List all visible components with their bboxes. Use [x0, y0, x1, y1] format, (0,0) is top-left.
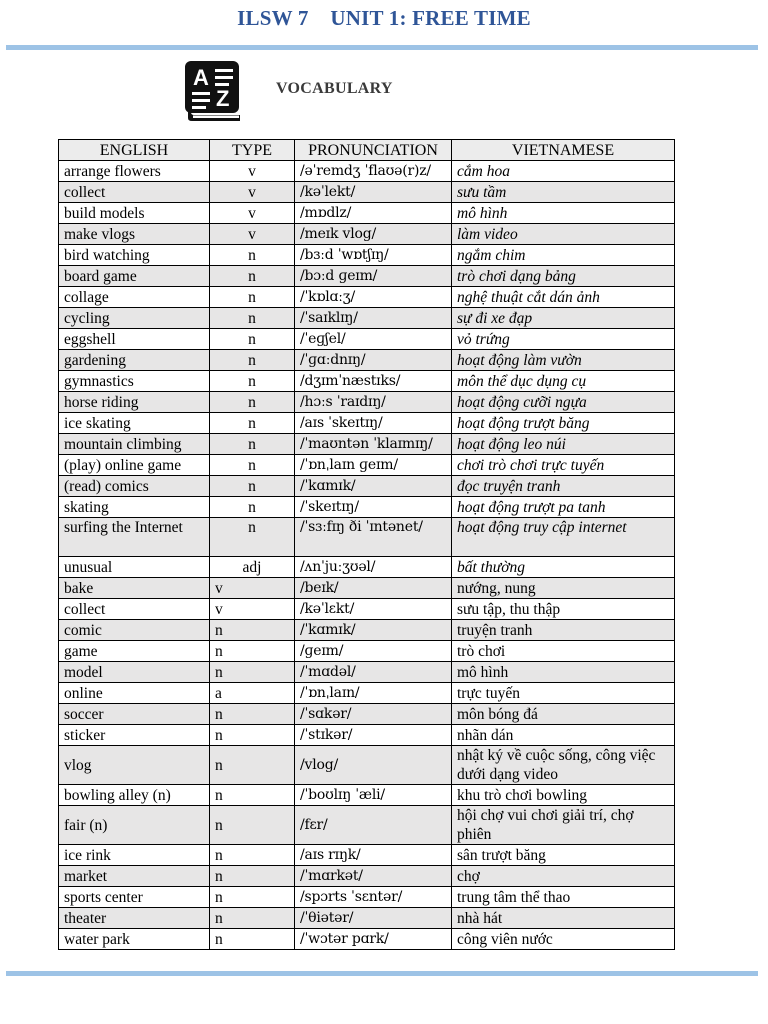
- cell-english: horse riding: [59, 392, 210, 413]
- cell-type: n: [210, 497, 295, 518]
- cell-pronunciation: /ˈsɑkər/: [295, 704, 452, 725]
- cell-english: ice skating: [59, 413, 210, 434]
- cell-type: n: [210, 929, 295, 950]
- cell-type: n: [210, 620, 295, 641]
- cell-english: comic: [59, 620, 210, 641]
- cell-pronunciation: /beɪk/: [295, 578, 452, 599]
- cell-vietnamese: trò chơi: [452, 641, 675, 662]
- table-row: [59, 371, 675, 392]
- cell-pronunciation: /hɔːs ˈraɪdɪŋ/: [295, 392, 452, 413]
- table-row: [59, 476, 675, 497]
- table-row: [59, 725, 675, 746]
- cell-type: n: [210, 725, 295, 746]
- cell-pronunciation: /ˈθiətər/: [295, 908, 452, 929]
- cell-english: collage: [59, 287, 210, 308]
- cell-type: n: [210, 413, 295, 434]
- cell-type: n: [210, 392, 295, 413]
- cell-pronunciation: /spɔrts ˈsɛntər/: [295, 887, 452, 908]
- cell-type: n: [210, 785, 295, 806]
- cell-type: v: [210, 161, 295, 182]
- cell-type: v: [210, 578, 295, 599]
- cell-vietnamese: sân trượt băng: [452, 845, 675, 866]
- cell-vietnamese: sự đi xe đạp: [452, 308, 675, 329]
- vocabulary-table: [58, 139, 675, 950]
- cell-vietnamese: vỏ trứng: [452, 329, 675, 350]
- cell-vietnamese: hoạt động trượt băng: [452, 413, 675, 434]
- cell-pronunciation: /ˈkɑmɪk/: [295, 476, 452, 497]
- table-row: [59, 287, 675, 308]
- cell-vietnamese: mô hình: [452, 662, 675, 683]
- cell-vietnamese: nướng, nung: [452, 578, 675, 599]
- cell-english: soccer: [59, 704, 210, 725]
- cell-vietnamese: hoạt động leo núi: [452, 434, 675, 455]
- cell-pronunciation: /ɡeɪm/: [295, 641, 452, 662]
- table-row: [59, 182, 675, 203]
- table-row: [59, 641, 675, 662]
- table-row: [59, 497, 675, 518]
- cell-type: n: [210, 245, 295, 266]
- cell-english: bake: [59, 578, 210, 599]
- cell-type: n: [210, 518, 295, 557]
- cell-english: online: [59, 683, 210, 704]
- cell-vietnamese: nghệ thuật cắt dán ảnh: [452, 287, 675, 308]
- cell-pronunciation: /dʒɪmˈnæstɪks/: [295, 371, 452, 392]
- cell-type: v: [210, 182, 295, 203]
- cell-pronunciation: /ˈkɒlɑːʒ/: [295, 287, 452, 308]
- cell-vietnamese: sưu tập, thu thập: [452, 599, 675, 620]
- table-row: [59, 392, 675, 413]
- cell-vietnamese: trực tuyến: [452, 683, 675, 704]
- cell-pronunciation: /bɔːd ɡeɪm/: [295, 266, 452, 287]
- cell-english: cycling: [59, 308, 210, 329]
- cell-english: gardening: [59, 350, 210, 371]
- cell-pronunciation: /ˈmɑrkət/: [295, 866, 452, 887]
- cell-pronunciation: /meɪk vlog/: [295, 224, 452, 245]
- cell-pronunciation: /ˈboʊlɪŋ ˈæli/: [295, 785, 452, 806]
- cell-english: vlog: [59, 746, 210, 785]
- cell-english: fair (n): [59, 806, 210, 845]
- cell-pronunciation: /ˈɒnˌlaɪn/: [295, 683, 452, 704]
- cell-pronunciation: /ˈmaʊntən ˈklaɪmɪŋ/: [295, 434, 452, 455]
- table-row: [59, 662, 675, 683]
- cell-type: n: [210, 329, 295, 350]
- cell-english: unusual: [59, 557, 210, 578]
- cell-pronunciation: /ʌnˈjuːʒʊəl/: [295, 557, 452, 578]
- cell-vietnamese: môn thể dục dụng cụ: [452, 371, 675, 392]
- cell-vietnamese: hoạt động truy cập internet: [452, 518, 675, 557]
- cell-vietnamese: cắm hoa: [452, 161, 675, 182]
- table-row: [59, 683, 675, 704]
- table-row: [59, 518, 675, 557]
- cell-vietnamese: khu trò chơi bowling: [452, 785, 675, 806]
- cell-vietnamese: hoạt động làm vườn: [452, 350, 675, 371]
- cell-type: n: [210, 266, 295, 287]
- icon-letter-z: Z: [216, 86, 230, 111]
- cell-english: collect: [59, 599, 210, 620]
- cell-english: model: [59, 662, 210, 683]
- cell-vietnamese: nhật ký về cuộc sống, công việc dưới dạng video: [452, 746, 675, 785]
- cell-type: n: [210, 746, 295, 785]
- cell-type: n: [210, 704, 295, 725]
- cell-english: sports center: [59, 887, 210, 908]
- cell-vietnamese: hội chợ vui chơi giải trí, chợ phiên: [452, 806, 675, 845]
- cell-english: mountain climbing: [59, 434, 210, 455]
- table-row: [59, 746, 675, 785]
- cell-pronunciation: /aɪs ˈskeɪtɪŋ/: [295, 413, 452, 434]
- table-row: [59, 329, 675, 350]
- cell-pronunciation: /bɜːd ˈwɒtʃɪŋ/: [295, 245, 452, 266]
- cell-pronunciation: /vlog/: [295, 746, 452, 785]
- cell-pronunciation: /ˈmɑdəl/: [295, 662, 452, 683]
- table-row: [59, 620, 675, 641]
- cell-english: eggshell: [59, 329, 210, 350]
- cell-vietnamese: hoạt động cưỡi ngựa: [452, 392, 675, 413]
- column-header-pronunciation: PRONUNCIATION: [295, 140, 452, 161]
- column-header-type: TYPE: [210, 140, 295, 161]
- cell-type: n: [210, 845, 295, 866]
- table-row: [59, 266, 675, 287]
- cell-pronunciation: /fɛr/: [295, 806, 452, 845]
- cell-pronunciation: /ˈkɑmɪk/: [295, 620, 452, 641]
- cell-vietnamese: bất thường: [452, 557, 675, 578]
- cell-type: adj: [210, 557, 295, 578]
- cell-pronunciation: /ˈsaɪklɪŋ/: [295, 308, 452, 329]
- cell-english: sticker: [59, 725, 210, 746]
- table-header-row: [59, 140, 675, 161]
- cell-vietnamese: nhãn dán: [452, 725, 675, 746]
- cell-pronunciation: /kəˈlekt/: [295, 182, 452, 203]
- cell-english: arrange flowers: [59, 161, 210, 182]
- table-row: [59, 845, 675, 866]
- table-row: [59, 308, 675, 329]
- cell-vietnamese: đọc truyện tranh: [452, 476, 675, 497]
- cell-pronunciation: /aɪs rɪŋk/: [295, 845, 452, 866]
- cell-type: n: [210, 806, 295, 845]
- table-row: [59, 866, 675, 887]
- cell-pronunciation: /ˈskeɪtɪŋ/: [295, 497, 452, 518]
- cell-type: n: [210, 455, 295, 476]
- cell-type: n: [210, 434, 295, 455]
- cell-english: gymnastics: [59, 371, 210, 392]
- cell-pronunciation: /ˈstɪkər/: [295, 725, 452, 746]
- cell-english: skating: [59, 497, 210, 518]
- cell-type: v: [210, 203, 295, 224]
- table-row: [59, 224, 675, 245]
- cell-vietnamese: công viên nước: [452, 929, 675, 950]
- cell-vietnamese: môn bóng đá: [452, 704, 675, 725]
- cell-type: v: [210, 224, 295, 245]
- page-title: ILSW 7 UNIT 1: FREE TIME: [237, 6, 531, 30]
- section-title: VOCABULARY: [276, 80, 393, 97]
- icon-letter-a: A: [193, 65, 209, 90]
- cell-pronunciation: /ˈwɔtər pɑrk/: [295, 929, 452, 950]
- cell-type: n: [210, 641, 295, 662]
- cell-pronunciation: /ˈeɡʃel/: [295, 329, 452, 350]
- table-row: [59, 161, 675, 182]
- cell-vietnamese: sưu tầm: [452, 182, 675, 203]
- cell-vietnamese: mô hình: [452, 203, 675, 224]
- cell-type: n: [210, 287, 295, 308]
- cell-type: n: [210, 350, 295, 371]
- cell-english: make vlogs: [59, 224, 210, 245]
- cell-pronunciation: /ˈɡɑːdnɪŋ/: [295, 350, 452, 371]
- cell-vietnamese: làm video: [452, 224, 675, 245]
- cell-english: water park: [59, 929, 210, 950]
- cell-type: n: [210, 908, 295, 929]
- cell-pronunciation: /kəˈlɛkt/: [295, 599, 452, 620]
- cell-type: n: [210, 476, 295, 497]
- table-row: [59, 434, 675, 455]
- table-row: [59, 806, 675, 845]
- cell-type: n: [210, 887, 295, 908]
- table-row: [59, 455, 675, 476]
- cell-type: n: [210, 866, 295, 887]
- table-row: [59, 908, 675, 929]
- cell-type: n: [210, 371, 295, 392]
- cell-english: bowling alley (n): [59, 785, 210, 806]
- cell-vietnamese: chợ: [452, 866, 675, 887]
- column-header-english: ENGLISH: [59, 140, 210, 161]
- cell-type: n: [210, 662, 295, 683]
- cell-type: v: [210, 599, 295, 620]
- table-row: [59, 413, 675, 434]
- footer-divider: [6, 971, 758, 976]
- cell-english: game: [59, 641, 210, 662]
- cell-type: n: [210, 308, 295, 329]
- cell-pronunciation: /mɒdlz/: [295, 203, 452, 224]
- cell-english: theater: [59, 908, 210, 929]
- cell-vietnamese: trung tâm thể thao: [452, 887, 675, 908]
- table-row: [59, 245, 675, 266]
- cell-english: market: [59, 866, 210, 887]
- cell-english: (read) comics: [59, 476, 210, 497]
- cell-english: ice rink: [59, 845, 210, 866]
- cell-vietnamese: trò chơi dạng bảng: [452, 266, 675, 287]
- cell-pronunciation: /ˈsɜːfɪŋ ði ˈɪntənet/: [295, 518, 452, 557]
- table-row: [59, 887, 675, 908]
- table-row: [59, 557, 675, 578]
- cell-pronunciation: /əˈremdʒ ˈflaʊə(r)z/: [295, 161, 452, 182]
- table-row: [59, 203, 675, 224]
- table-row: [59, 599, 675, 620]
- table-row: [59, 785, 675, 806]
- cell-english: bird watching: [59, 245, 210, 266]
- cell-english: board game: [59, 266, 210, 287]
- cell-english: (play) online game: [59, 455, 210, 476]
- table-row: [59, 578, 675, 599]
- cell-vietnamese: chơi trò chơi trực tuyến: [452, 455, 675, 476]
- cell-english: collect: [59, 182, 210, 203]
- table-row: [59, 704, 675, 725]
- cell-pronunciation: /ˈɒnˌlaɪn ɡeɪm/: [295, 455, 452, 476]
- cell-english: build models: [59, 203, 210, 224]
- cell-vietnamese: hoạt động trượt pa tanh: [452, 497, 675, 518]
- cell-vietnamese: nhà hát: [452, 908, 675, 929]
- az-dictionary-icon: [184, 60, 242, 122]
- cell-type: a: [210, 683, 295, 704]
- cell-english: surfing the Internet: [59, 518, 210, 557]
- column-header-vietnamese: VIETNAMESE: [452, 140, 675, 161]
- cell-vietnamese: ngắm chim: [452, 245, 675, 266]
- table-row: [59, 929, 675, 950]
- cell-vietnamese: truyện tranh: [452, 620, 675, 641]
- table-row: [59, 350, 675, 371]
- header-divider: [6, 45, 758, 50]
